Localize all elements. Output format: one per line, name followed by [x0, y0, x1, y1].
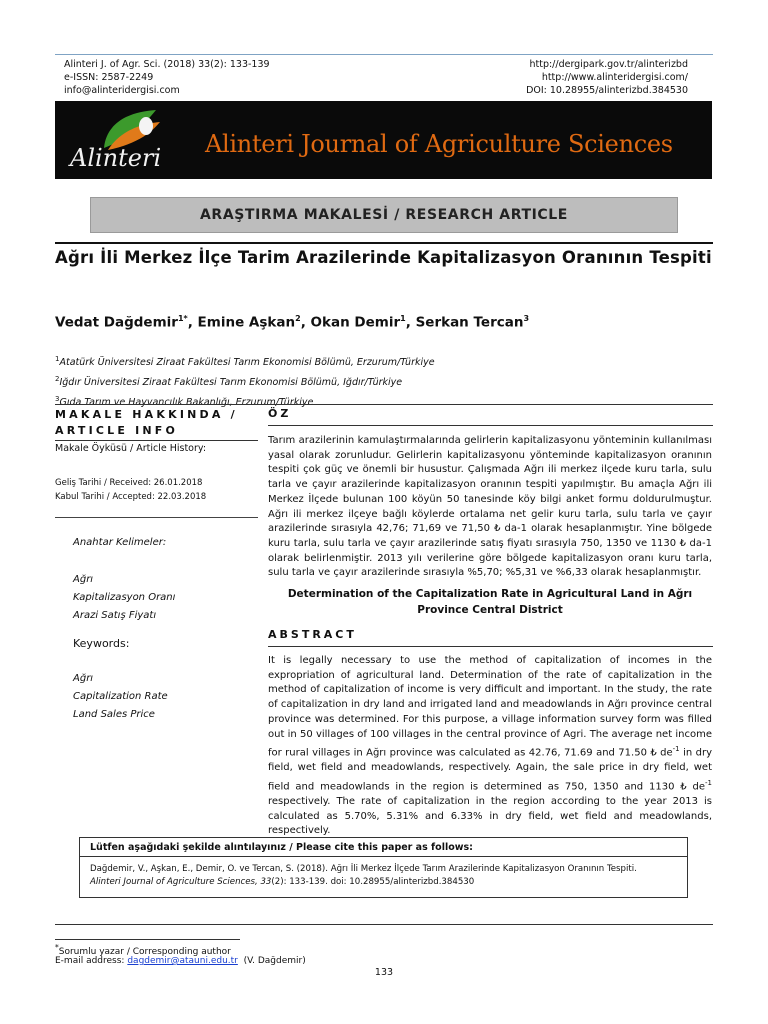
corresponding-note	[55, 943, 231, 957]
affiliation-text: Atatürk Üniversitesi Ziraat Fakültesi Tarım Ekonomisi Bölümü, Erzurum/Türkiye	[59, 357, 435, 369]
footnote-text: Sorumlu yazar / Corresponding author	[58, 947, 231, 957]
received-date: Geliş Tarihi / Received: 26.01.2018	[55, 478, 203, 488]
email-note	[55, 956, 306, 966]
author-name: Emine Aşkan	[197, 314, 296, 331]
page-number: 133	[374, 967, 394, 978]
citation-heading: Lütfen aşağıdaki şekilde alıntılayınız / Please cite this paper as follows:	[90, 842, 473, 853]
article-info-heading	[55, 407, 238, 439]
article-history	[55, 476, 206, 504]
article-title: Ağrı İli Merkez İlçe Tarim Arazilerinde Kapitalizasyon Oranının Tespiti	[55, 248, 712, 267]
footnote-mark: *	[55, 943, 59, 952]
article-type-banner: ARAŞTIRMA MAKALESİ / RESEARCH ARTICLE	[90, 197, 678, 233]
keyword: Ağrı	[73, 673, 94, 684]
oz-rule	[268, 425, 713, 426]
keyword: Capitalization Rate	[73, 691, 168, 702]
author-name: Vedat Dağdemir	[55, 314, 178, 331]
affiliations	[55, 351, 435, 411]
keywords-tr-heading: Anahtar Kelimeler:	[73, 537, 167, 548]
abstract-sup: -1	[672, 745, 680, 754]
abstract-heading: ABSTRACT	[268, 628, 357, 641]
affiliation-line	[55, 351, 435, 371]
article-info-rule	[55, 440, 258, 441]
website-link[interactable]: http://www.alinteridergisi.com/	[541, 72, 688, 83]
author-sup: 3	[523, 314, 530, 323]
author-sup: 1	[400, 314, 406, 323]
author-sup: 1*	[177, 314, 188, 323]
email-label: E-mail address:	[55, 956, 128, 966]
citation-line: Alinteri J. of Agr. Sci. (2018) 33(2): 133-139	[64, 59, 270, 70]
accepted-date: Kabul Tarihi / Accepted: 22.03.2018	[55, 492, 207, 502]
dergipark-link[interactable]: http://dergipark.gov.tr/alinterizbd	[529, 59, 688, 70]
affiliation-num: 2	[55, 375, 60, 384]
eissn-line: e-ISSN: 2587-2249	[64, 72, 154, 83]
svg-text:Alinteri: Alinteri	[70, 144, 162, 172]
author-email-link[interactable]: dagdemir@atauni.edu.tr	[127, 956, 238, 966]
citation-journal: Alinteri Journal of Agriculture Sciences, 33	[90, 877, 272, 887]
author-list	[55, 314, 529, 331]
keywords-tr	[73, 571, 175, 625]
abstract-rule	[268, 646, 713, 647]
keywords-en-heading: Keywords:	[73, 637, 130, 650]
abstract-part: It is legally necessary to use the method of capitalization of incomes in the expropriation of agricultural land. Determination of the rate of capitalization in the method of capitalization of income is very difficult and important. In the study, the rate of capitalization in dry land and irrigated land and meadowlands in Ağrı province central province was determined. For this purpose, a village information survey form was filled out in 50 villages of 100 villages in the central province of Agri. The average net income for rural villages in Ağrı province was calculated as 42.76, 71.69 and 71.50 ₺ de	[268, 655, 712, 759]
citation-rest: (2): 133-139. doi: 10.28955/alinterizbd.384530	[271, 877, 475, 887]
author-sep: ,	[187, 314, 198, 331]
affiliation-num: 3	[55, 395, 60, 404]
english-title: Determination of the Capitalization Rate in Agricultural Land in Ağrı Province Central District	[287, 588, 693, 616]
keywords-rule	[55, 517, 258, 518]
author-sup: 2	[295, 314, 301, 323]
history-label: Makale Öyküsü / Article History:	[55, 443, 207, 454]
journal-info-right	[526, 58, 688, 97]
keyword: Kapitalizasyon Oranı	[73, 592, 176, 603]
email-line: info@alinteridergisi.com	[64, 85, 180, 96]
article-info-heading-line: ARTICLE INFO	[55, 424, 179, 437]
alinteri-logo	[64, 104, 179, 176]
author-sep: ,	[405, 314, 416, 331]
author-name: Okan Demir	[310, 314, 401, 331]
article-info-heading-line: MAKALE HAKKINDA /	[55, 408, 238, 421]
keyword: Arazi Satış Fiyatı	[73, 610, 157, 621]
oz-heading: ÖZ	[268, 407, 292, 420]
affiliation-text: Iğdır Üniversitesi Ziraat Fakültesi Tarım Ekonomisi Bölümü, Iğdır/Türkiye	[59, 377, 403, 389]
header-rule	[55, 54, 713, 55]
journal-title: Alinteri Journal of Agriculture Sciences	[205, 130, 673, 158]
author-sep: ,	[300, 314, 311, 331]
email-suffix: (V. Dağdemir)	[237, 956, 306, 966]
oz-text: Tarım arazilerinin kamulaştırmalarında gelirlerin kapitalizasyonu yönteminin kullanılması yasal olarak zorunludur. Gelirlerin kapitalizasyonu yönteminde kapitalizasyon oranının tespiti çok güç ve önemli bir husustur. Çalışmada Ağrı ili merkez ilçede kuru tarla, sulu tarla ve çayır arazilerinde kapitalizasyon oranının tespiti yapılmıştır. Bu amaçla Ağrı ili Merkez İlçede bulunan 100 köyün 50 tanesinde köy bilgi anket formu doldurulmuştur. Ağrı ili merkez ilçeye bağlı köylerde ortalama net gelir kuru tarla, sulu tarla ve çayır arazilerinde sırasıyla 42,76; 71,69 ve 71,50 ₺ da-1 olarak hesaplanmıştır. Yine bölgede kuru tarla, sulu tarla ve çayır arazilerinde satış fiyatı sırasıyla 750, 1350 ve 1130 ₺ da-1 olarak belirlenmiştir. 2013 yılı verilerine göre bölgede kapitalizasyon oranı kuru tarla, sulu tarla ve çayır arazilerinde sırasıyla %5,70; %5,31 ve %6,33 olarak hesaplanmıştır.	[268, 435, 712, 579]
bottom-rule	[55, 924, 713, 925]
abstract-sup: -1	[705, 778, 712, 787]
section-rule	[55, 404, 713, 405]
abstract-part: in dry field, wet field and meadowlands, respectively. Again, the sale price in dry field, wet field and meadowlands in the region is determined as 750, 1350 and 1130 ₺ de	[268, 747, 712, 793]
doi-line: DOI: 10.28955/alinterizbd.384530	[526, 85, 688, 96]
affiliation-num: 1	[55, 355, 60, 363]
keywords-en	[73, 670, 168, 724]
journal-info-left	[64, 58, 270, 97]
author-name: Serkan Tercan	[415, 314, 524, 331]
abstract-text	[268, 654, 712, 839]
citation-line: Dağdemir, V., Aşkan, E., Demir, O. ve Tercan, S. (2018). Ağrı İli Merkez İlçede Tarım Arazilerinde Kapitalizasyon Oranının Tespiti.	[90, 864, 637, 874]
title-rule	[55, 242, 713, 244]
abstract-part: respectively. The rate of capitalization in the region according to the year 2013 is calculated as 5.70%, 5.31% and 6.33% in dry field, wet field and meadowlands, respectively.	[268, 795, 712, 837]
citation-line	[90, 877, 474, 887]
citation-rule	[79, 856, 688, 857]
affiliation-line	[55, 371, 435, 391]
keyword: Ağrı	[73, 574, 94, 585]
footnote-rule	[55, 939, 240, 940]
affiliation-text: Gıda Tarım ve Hayvancılık Bakanlığı, Erzurum/Türkiye	[59, 397, 314, 409]
keyword: Land Sales Price	[73, 709, 155, 720]
